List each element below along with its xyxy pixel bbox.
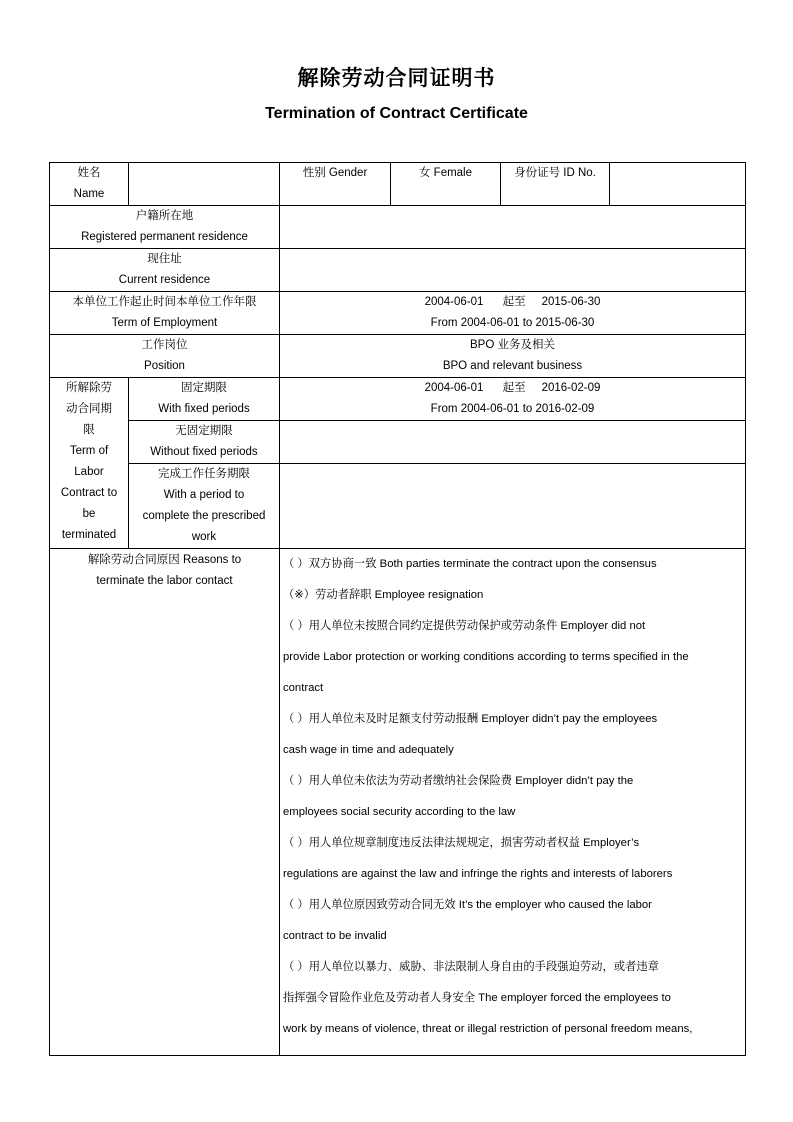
reason-line: contract	[283, 682, 324, 694]
terminated-term-label-line: Contract to	[60, 487, 118, 499]
without-fixed-label-cn: 无固定期限	[175, 425, 233, 437]
document-title-en: Termination of Contract Certificate	[265, 105, 528, 122]
reason-line[interactable]: （ ）用人单位以暴力、威胁、非法限制人身自由的手段强迫劳动，或者违章	[283, 961, 659, 973]
row-fixed-term	[50, 378, 746, 421]
employment-term-start: 2004-06-01	[424, 296, 484, 308]
task-based-label-line: complete the prescribed	[142, 510, 266, 522]
row-position	[50, 335, 746, 378]
reason-line[interactable]: （ ）用人单位未按照合同约定提供劳动保护或劳动条件 Employer did not	[283, 620, 646, 632]
row-employment-term	[50, 292, 746, 335]
fixed-term-dates	[283, 378, 742, 399]
terminated-term-label-line: Labor	[74, 466, 104, 478]
terminated-term-label-line: 限	[83, 424, 95, 436]
terminated-term-label-cell	[50, 378, 129, 549]
reasons-label-cell	[50, 549, 280, 1056]
row-task-based-term	[50, 464, 746, 549]
reasons-label-en: terminate the labor contact	[96, 575, 233, 587]
gender-label: 性别 Gender	[280, 163, 391, 206]
document-title-cn: 解除劳动合同证明书	[297, 66, 496, 90]
fixed-term-end: 2016-02-09	[541, 382, 601, 394]
terminated-term-label-line: terminated	[61, 529, 117, 541]
gender-value[interactable]: 女 Female	[391, 163, 501, 206]
fixed-term-value-en: From 2004-06-01 to 2016-02-09	[430, 403, 595, 415]
task-based-label-line: work	[191, 531, 217, 543]
employment-term-value-en: From 2004-06-01 to 2015-06-30	[430, 317, 595, 329]
fixed-term-to: 起至	[502, 382, 526, 394]
terminated-term-label-line: be	[82, 508, 96, 520]
row-without-fixed-term	[50, 421, 746, 464]
reason-line[interactable]: （※）劳动者辞职 Employee resignation	[283, 589, 484, 601]
row-reasons	[50, 549, 746, 1056]
name-label-cn: 姓名	[77, 167, 101, 179]
employment-term-value-cell[interactable]	[280, 292, 746, 335]
reason-line[interactable]: （ ）双方协商一致 Both parties terminate the contract upon the consensus	[283, 558, 657, 570]
current-residence-label-cn: 现住址	[147, 253, 182, 265]
reason-line: provide Labor protection or working conditions according to terms specified in the	[283, 651, 689, 663]
reasons-list-cell	[280, 549, 746, 1056]
reasons-label-cn: 解除劳动合同原因 Reasons to	[87, 554, 242, 566]
employment-term-end: 2015-06-30	[541, 296, 601, 308]
task-based-label-line: 完成工作任务期限	[158, 468, 250, 480]
terminated-term-label-line: 动合同期	[66, 403, 112, 415]
reason-line[interactable]: （ ）用人单位原因致劳动合同无效 It’s the employer who caused the labor	[283, 899, 652, 911]
reason-line[interactable]: （ ）用人单位规章制度违反法律法规规定，损害劳动者权益 Employer’s	[283, 837, 640, 849]
name-label-en: Name	[73, 188, 105, 200]
reason-line: contract to be invalid	[283, 930, 387, 942]
position-label-en: Position	[144, 360, 185, 372]
terminated-term-label-line: 所解除劳	[66, 382, 112, 394]
registered-residence-label-cell	[50, 206, 280, 249]
registered-residence-label-cn: 户籍所在地	[135, 210, 194, 222]
employment-term-to: 起至	[502, 296, 526, 308]
task-based-label-line: With a period to	[163, 489, 245, 501]
position-value-en: BPO and relevant business	[442, 360, 583, 372]
reason-line: work by means of violence, threat or illegal restriction of personal freedom means,	[283, 1023, 693, 1035]
current-residence-label-cell	[50, 249, 280, 292]
registered-residence-value-cell[interactable]	[280, 206, 746, 249]
reason-line[interactable]: （ ）用人单位未及时足额支付劳动报酬 Employer didn’t pay the employees	[283, 713, 658, 725]
name-label-cell	[50, 163, 129, 206]
name-value-cell[interactable]	[129, 163, 280, 206]
row-current-residence	[50, 249, 746, 292]
row-name	[50, 163, 746, 206]
employment-term-dates	[283, 292, 742, 313]
position-label-cn: 工作岗位	[141, 339, 188, 351]
fixed-term-label-en: With fixed periods	[158, 403, 250, 415]
registered-residence-label-en: Registered permanent residence	[81, 231, 248, 243]
reason-line: regulations are against the law and infringe the rights and interests of laborers	[283, 868, 673, 880]
fixed-term-start: 2004-06-01	[424, 382, 484, 394]
position-value-cn: BPO 业务及相关	[470, 339, 555, 351]
employment-term-label-cell	[50, 292, 280, 335]
current-residence-label-en: Current residence	[118, 274, 211, 286]
position-value-cell[interactable]	[280, 335, 746, 378]
without-fixed-label-en: Without fixed periods	[150, 446, 258, 458]
position-label-cell	[50, 335, 280, 378]
task-based-value-cell[interactable]	[280, 464, 746, 549]
employment-term-label-en: Term of Employment	[111, 317, 218, 329]
fixed-term-value-cell[interactable]	[280, 378, 746, 421]
certificate-form-table	[49, 162, 746, 1056]
fixed-term-label-cell	[129, 378, 280, 421]
reason-line: cash wage in time and adequately	[283, 744, 454, 756]
without-fixed-value-cell[interactable]	[280, 421, 746, 464]
terminated-term-label-line: Term of	[69, 445, 109, 457]
task-based-label-cell	[129, 464, 280, 549]
id-no-label: 身份证号 ID No.	[501, 163, 610, 206]
row-registered-residence	[50, 206, 746, 249]
without-fixed-label-cell	[129, 421, 280, 464]
reason-line: employees social security according to the law	[283, 806, 516, 818]
id-no-value-cell[interactable]	[610, 163, 746, 206]
employment-term-label-cn: 本单位工作起止时间本单位工作年限	[72, 296, 257, 308]
reason-line: 指挥强令冒险作业危及劳动者人身安全 The employer forced the employees to	[283, 992, 671, 1004]
current-residence-value-cell[interactable]	[280, 249, 746, 292]
fixed-term-label-cn: 固定期限	[181, 382, 227, 394]
reason-line[interactable]: （ ）用人单位未依法为劳动者缴纳社会保险费 Employer didn’t pay the	[283, 775, 634, 787]
